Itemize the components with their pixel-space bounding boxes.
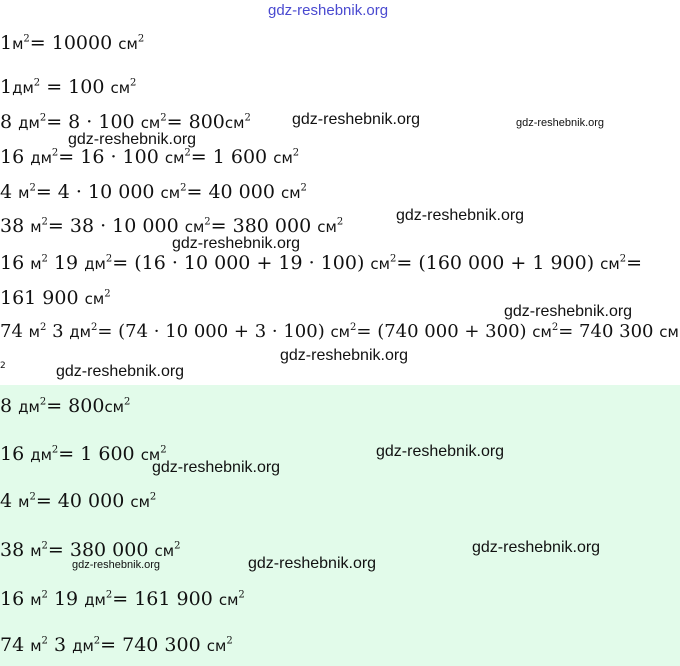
equation-line-9: 74 $м^2$ 3 $дм^2= (74 \cdot 10$ 000 + 3 · 100) $см^2= (740$ 000 + 300) $см^2= 740$ 300 см [0, 321, 679, 342]
watermark-small: gdz-reshebnik.org [72, 559, 161, 571]
answer-line-4: 38 $м^2= 380$ 000 $см^2$ [0, 539, 181, 561]
watermark: gdz-reshebnik.org [472, 539, 601, 556]
watermark: gdz-reshebnik.org [172, 235, 301, 252]
watermark: gdz-reshebnik.org [68, 131, 197, 148]
watermark: gdz-reshebnik.org [504, 303, 633, 320]
equation-line-2: $1дм^2 = 100$ $см^2$ [0, 76, 137, 98]
watermark: gdz-reshebnik.org [152, 459, 281, 476]
watermark: gdz-reshebnik.org [376, 443, 505, 460]
watermark: gdz-reshebnik.org [292, 111, 421, 128]
watermark: gdz-reshebnik.org [248, 555, 377, 572]
answer-panel [0, 385, 680, 666]
equation-line-4: 16 $дм^2= 16 \cdot 100$ $см^2= 1$ 600 $см^2$ [0, 146, 300, 168]
equation-line-5: 4 $м^2= 4 \cdot 10$ 000 $см^2= 40$ 000 $см^2$ [0, 181, 307, 203]
answer-line-2: 16 $дм^2= 1$ 600 $см^2$ [0, 443, 167, 465]
answer-line-3: 4 $м^2= 40$ 000 $см^2$ [0, 490, 157, 512]
answer-line-6: 74 $м^2$ 3 $дм^2= 740$ 300 $см^2$ [0, 634, 233, 656]
watermark: gdz-reshebnik.org [280, 347, 409, 364]
watermark: gdz-reshebnik.org [56, 363, 185, 380]
watermark: gdz-reshebnik.org [396, 207, 525, 224]
equation-line-7: 16 $м^2$ 19 $дм^2= (16 \cdot 10$ 000 + 19 · 100) $см^2= (160$ 000 + 1 900) $см^2=$ [0, 252, 643, 274]
equation-line-8: 161 900 $см^2$ [0, 287, 111, 309]
equation-line-3: 8 $дм^2= 8 \cdot 100$ $см^2= 800см^2$ [0, 111, 251, 133]
answer-line-1: 8 $дм^2= 800см^2$ [0, 395, 131, 417]
watermark-top: gdz-reshebnik.org [268, 2, 389, 19]
equation-line-1: $1м^2= 10000$ $см^2$ [0, 32, 145, 54]
answer-line-5: 16 $м^2$ 19 $дм^2= 161$ 900 $см^2$ [0, 588, 245, 610]
watermark-small: gdz-reshebnik.org [516, 117, 605, 129]
equation-line-6: 38 $м^2= 38 \cdot 10$ 000 $см^2= 380$ 000 $см^2$ [0, 215, 344, 237]
equation-line-10: 2 [0, 361, 6, 371]
